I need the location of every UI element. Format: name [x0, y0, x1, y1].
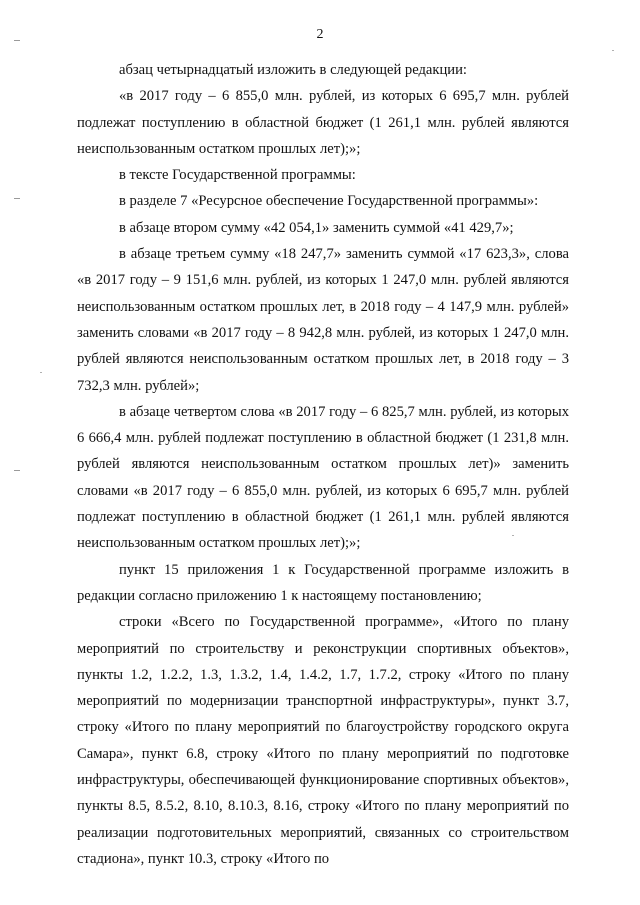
paragraph-second-abzac: в абзаце втором сумму «42 054,1» заменить суммой «41 429,7»;: [119, 219, 514, 236]
scan-speck: [40, 372, 42, 373]
paragraph-program-text-heading: в тексте Государственной программы:: [119, 167, 356, 184]
paragraph-section-7-heading: в разделе 7 «Ресурсное обеспечение Государственной программы»:: [119, 193, 539, 210]
paragraph-point-15: пункт 15 приложения 1 к Государственной программе изложить в редакции согласно приложению 1 к настоящему постановлению;: [77, 561, 569, 604]
scan-margin-mark: [14, 470, 20, 471]
scan-speck: [612, 50, 614, 51]
document-body: [77, 57, 569, 872]
paragraph-quoted-2017-amount: «в 2017 году – 6 855,0 млн. рублей, из которых 6 695,7 млн. рублей подлежат поступлению в областной бюджет (1 261,1 млн. рублей являются неиспользованным остатком прошлых лет);»;: [77, 88, 569, 157]
paragraph-intro-heading: абзац четырнадцатый изложить в следующей редакции:: [119, 62, 467, 78]
paragraph-third-abzac: в абзаце третьем сумму «18 247,7» заменить суммой «17 623,3», слова «в 2017 году – 9 151,6 млн. рублей, из которых 1 247,0 млн. рублей являются неиспользованным остатком прошлых лет, в 2018 году – 4 147,9 млн. рублей» заменить словами «в 2017 году – 8 942,8 млн. рублей, из которых 1 247,0 млн. рублей являются неиспользованным остатком прошлых лет, в 2018 году – 3 732,3 млн. рублей»;: [77, 246, 569, 394]
page-number: 2: [316, 27, 324, 42]
scan-margin-mark: [14, 198, 20, 199]
paragraph-rows-list: строки «Всего по Государственной программе», «Итого по плану мероприятий по строительству и реконструкции спортивных объектов», пункты 1.2, 1.2.2, 1.3, 1.3.2, 1.4, 1.4.2, 1.7, 1.7.2, строку «Итого по плану мероприятий по модернизации транспортной инфраструктуры», пункт 3.7, строку «Итого по плану мероприятий по благоустройству городского округа Самара», пункт 6.8, строку «Итого по плану мероприятий по подготовке инфраструктуры, обеспечивающей функционирование спортивных объектов», пункты 8.5, 8.5.2, 8.10, 8.10.3, 8.16, строку «Итого по плану мероприятий по реализации подготовительных мероприятий, связанных со строительством стадиона», пункт 10.3, строку «Итого по: [77, 614, 569, 867]
paragraph-fourth-abzac: в абзаце четвертом слова «в 2017 году – 6 825,7 млн. рублей, из которых 6 666,4 млн. рублей подлежат поступлению в областной бюджет (1 231,8 млн. рублей являются неиспользованным остатком прошлых лет)» заменить словами «в 2017 году – 6 855,0 млн. рублей, из которых 6 695,7 млн. рублей подлежат поступлению в областной бюджет (1 261,1 млн. рублей являются неиспользованным остатком прошлых лет);»;: [77, 403, 569, 552]
